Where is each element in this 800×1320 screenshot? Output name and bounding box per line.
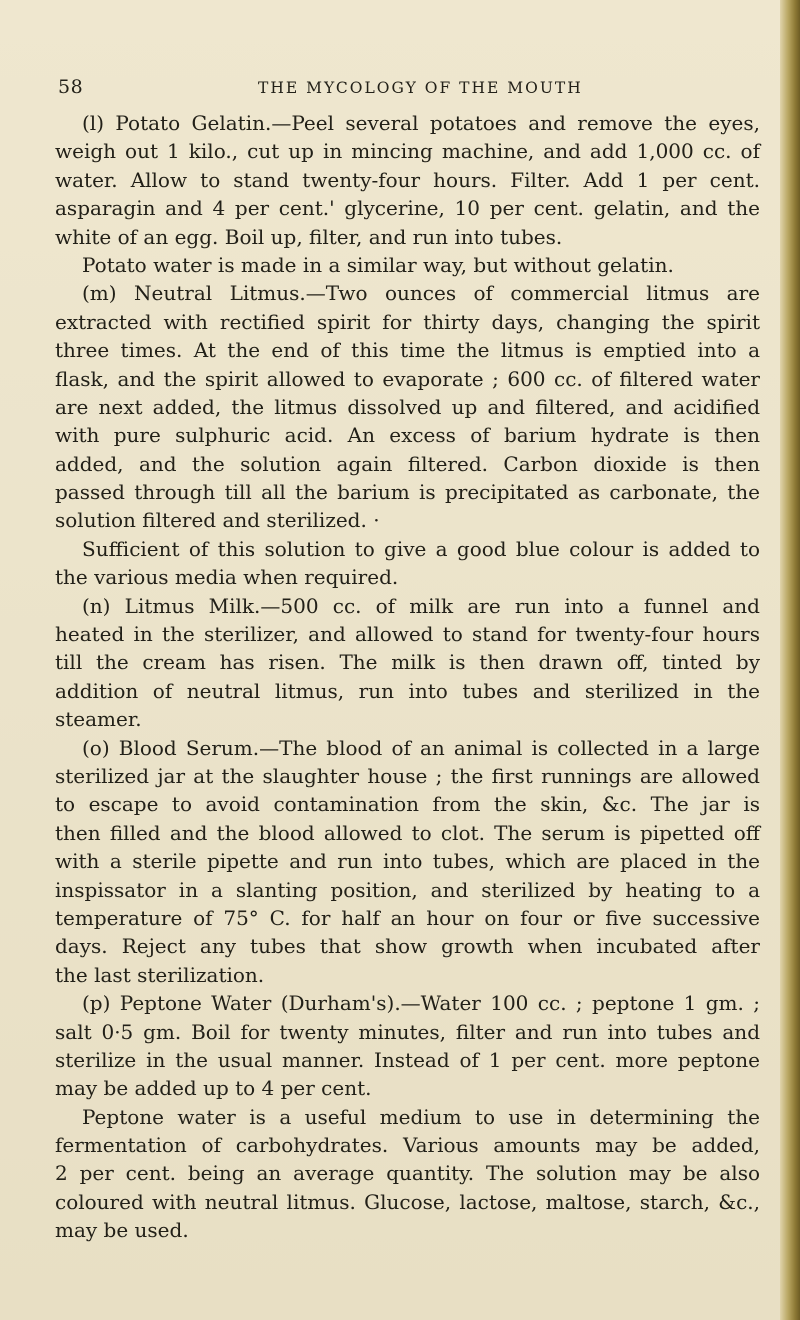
text-line: flask, and the spirit allowed to evaporate ; 600 cc. of filtered water — [55, 366, 760, 391]
text-line: till the cream has risen. The milk is then drawn off, tinted by — [55, 650, 760, 675]
text-line: may be added up to 4 per cent. — [55, 1076, 372, 1101]
text-line: Peptone water is a useful medium to use in determining the — [82, 1104, 760, 1129]
text-line: weigh out 1 kilo., cut up in mincing machine, and add 1,000 cc. of — [55, 139, 760, 164]
text-line: with a sterile pipette and run into tubes, which are placed in the — [55, 849, 760, 874]
text-line: then filled and the blood allowed to clot. The serum is pipetted off — [55, 820, 760, 845]
text-line: added, and the solution again filtered. Carbon dioxide is then — [55, 451, 760, 476]
text-line: Potato water is made in a similar way, but without gelatin. — [82, 252, 674, 277]
text-line: are next added, the litmus dissolved up and filtered, and acidified — [55, 394, 760, 419]
text-line: (n) Litmus Milk.—500 cc. of milk are run into a funnel and — [82, 593, 760, 618]
text-line: white of an egg. Boil up, filter, and run into tubes. — [55, 224, 563, 249]
text-line: may be used. — [55, 1218, 189, 1243]
text-line: water. Allow to stand twenty-four hours. Filter. Add 1 per cent. — [55, 167, 760, 192]
text-line: coloured with neutral litmus. Glucose, lactose, maltose, starch, &c., — [55, 1189, 760, 1214]
text-line: steamer. — [55, 707, 142, 732]
page-edge-shadow — [780, 0, 800, 1320]
text-line: (m) Neutral Litmus.—Two ounces of commercial litmus are — [82, 281, 760, 306]
text-line: Sufficient of this solution to give a good blue colour is added to — [82, 536, 760, 561]
text-line: addition of neutral litmus, run into tubes and sterilized in the — [55, 678, 760, 703]
text-line: solution filtered and sterilized. · — [55, 508, 380, 533]
text-line: the various media when required. — [55, 565, 399, 590]
body-text — [55, 109, 760, 1245]
text-line: temperature of 75° C. for half an hour on four or five successive — [55, 905, 760, 930]
text-line: fermentation of carbohydrates. Various amounts may be added, — [55, 1133, 760, 1158]
text-line: inspissator in a slanting position, and sterilized by heating to a — [55, 877, 760, 902]
running-head: THE MYCOLOGY OF THE MOUTH — [258, 79, 583, 97]
page-header — [58, 76, 758, 106]
text-line: extracted with rectified spirit for thirty days, changing the spirit — [55, 309, 760, 334]
text-line: three times. At the end of this time the litmus is emptied into a — [55, 338, 760, 363]
text-line: the last sterilization. — [55, 962, 265, 987]
text-line: to escape to avoid contamination from the skin, &c. The jar is — [55, 792, 760, 817]
text-line: (l) Potato Gelatin.—Peel several potatoes and remove the eyes, — [82, 111, 760, 135]
text-line: (p) Peptone Water (Durham's).—Water 100 cc. ; peptone 1 gm. ; — [82, 991, 760, 1016]
text-line: salt 0·5 gm. Boil for twenty minutes, filter and run into tubes and — [55, 1019, 760, 1044]
text-line: sterilized jar at the slaughter house ; the first runnings are allowed — [55, 763, 760, 788]
text-line: sterilize in the usual manner. Instead of 1 per cent. more peptone — [55, 1047, 760, 1072]
text-line: 2 per cent. being an average quantity. The solution may be also — [55, 1161, 760, 1186]
text-line: with pure sulphuric acid. An excess of barium hydrate is then — [55, 423, 760, 448]
page-number: 58 — [58, 76, 84, 98]
text-line: heated in the sterilizer, and allowed to stand for twenty-four hours — [55, 622, 760, 647]
text-line: asparagin and 4 per cent.' glycerine, 10 per cent. gelatin, and the — [55, 196, 760, 221]
text-line: (o) Blood Serum.—The blood of an animal is collected in a large — [82, 735, 760, 760]
text-line: days. Reject any tubes that show growth when incubated after — [55, 934, 760, 959]
text-line: passed through till all the barium is precipitated as carbonate, the — [55, 480, 760, 505]
